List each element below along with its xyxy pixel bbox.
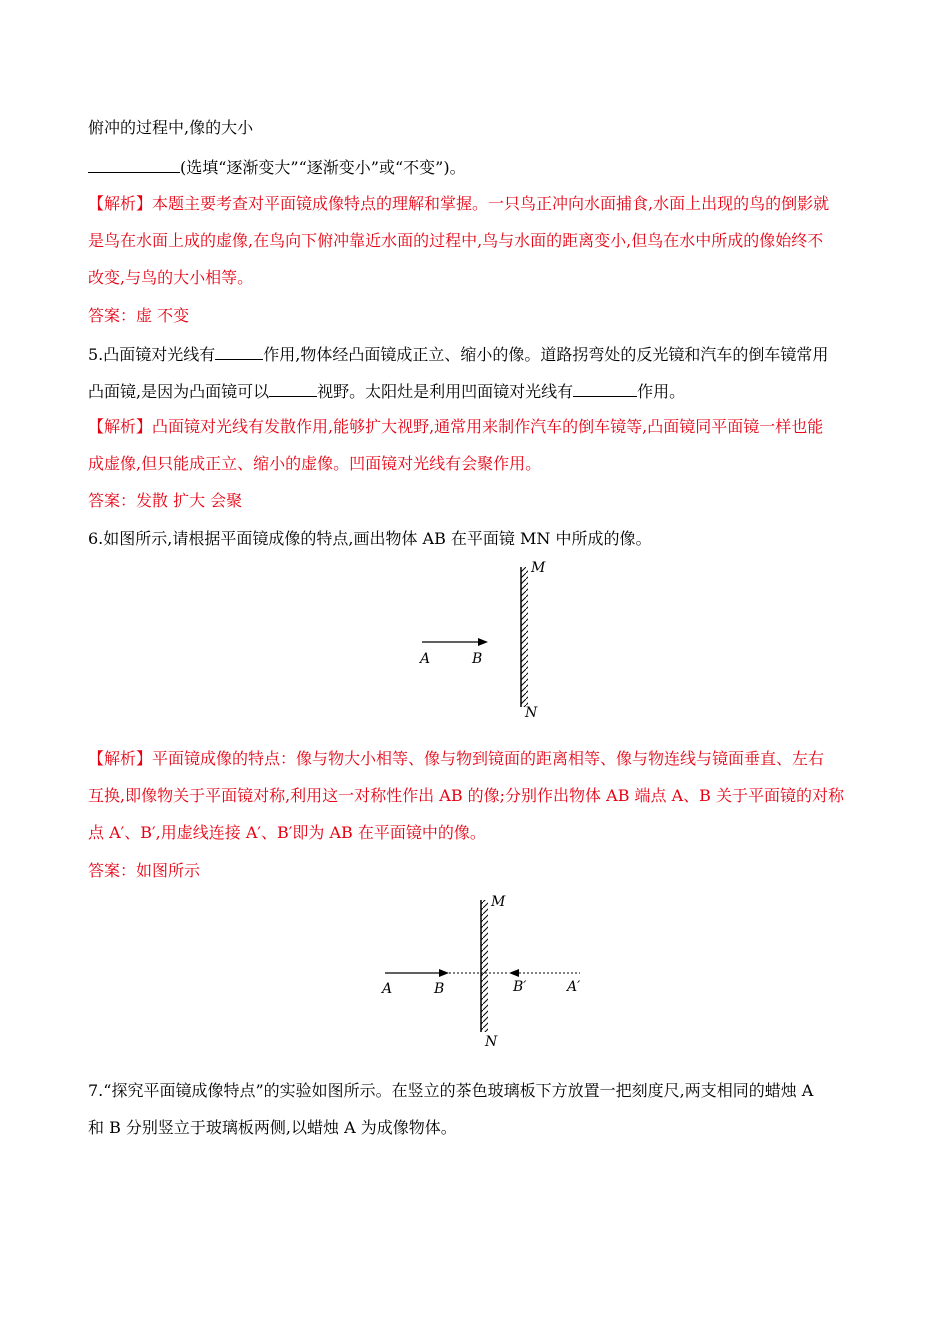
mirror-hatching xyxy=(521,567,528,707)
mirror-hatching xyxy=(481,900,488,1032)
arrowhead-icon xyxy=(478,638,488,646)
q5-text-d: 视野。太阳灶是利用凹面镜对光线有 xyxy=(317,382,574,401)
plane-mirror-figure-answer xyxy=(375,890,595,1055)
q5-text-e: 作用。 xyxy=(637,382,686,401)
answer-blank[interactable] xyxy=(88,156,180,173)
answer-blank[interactable] xyxy=(269,380,317,397)
label-m: M xyxy=(531,560,546,576)
label-a: A xyxy=(420,651,431,667)
q6-answer: 答案：如图所示 xyxy=(88,861,201,880)
q4-options-text: (选填“逐渐变大”“逐渐变小”或“不变”)。 xyxy=(180,158,466,177)
label-n: N xyxy=(485,1034,498,1050)
label-m: M xyxy=(491,894,506,910)
q6-analysis-line1: 【解析】平面镜成像的特点：像与物大小相等、像与物到镜面的距离相等、像与物连线与镜面垂直、左右 xyxy=(88,749,825,768)
q5-stem-line1 xyxy=(88,343,828,365)
q4-analysis-line3: 改变,与鸟的大小相等。 xyxy=(88,268,254,287)
label-a: A xyxy=(382,981,393,997)
q6-analysis-line2: 互换,即像物关于平面镜对称,利用这一对称性作出 AB 的像;分别作出物体 AB 端点 A、B 关于平面镜的对称 xyxy=(88,786,845,805)
q5-analysis-line2: 成虚像,但只能成正立、缩小的虚像。凹面镜对光线有会聚作用。 xyxy=(88,454,542,473)
q4-answer: 答案：虚 不变 xyxy=(88,306,190,325)
label-b: B xyxy=(472,651,483,667)
q5-analysis-line1: 【解析】凸面镜对光线有发散作用,能够扩大视野,通常用来制作汽车的倒车镜等,凸面镜同平面镜一样也能 xyxy=(88,417,824,436)
label-n: N xyxy=(525,705,538,721)
q7-stem-line1: 7.“探究平面镜成像特点”的实验如图所示。在竖立的茶色玻璃板下方放置一把刻度尺,两支相同的蜡烛 A xyxy=(88,1081,814,1100)
q4-stem-line2 xyxy=(88,156,466,178)
arrowhead-icon xyxy=(439,969,449,977)
q6-analysis-line3: 点 A′、B′,用虚线连接 A′、B′即为 AB 在平面镜中的像。 xyxy=(88,823,486,842)
label-b-prime: B′ xyxy=(513,979,527,995)
label-b: B xyxy=(434,981,445,997)
q5-answer: 答案：发散 扩大 会聚 xyxy=(88,491,243,510)
q5-stem-line2 xyxy=(88,380,685,402)
q4-analysis-line2: 是鸟在水面上成的虚像,在鸟向下俯冲靠近水面的过程中,鸟与水面的距离变小,但鸟在水中所成的像始终不 xyxy=(88,231,824,250)
plane-mirror-figure-question xyxy=(400,555,580,725)
q5-text-a: 5.凸面镜对光线有 xyxy=(88,345,216,364)
q6-stem: 6.如图所示,请根据平面镜成像的特点,画出物体 AB 在平面镜 MN 中所成的像。 xyxy=(88,529,652,548)
answer-blank[interactable] xyxy=(573,380,637,397)
q7-stem-line2: 和 B 分别竖立于玻璃板两侧,以蜡烛 A 为成像物体。 xyxy=(88,1118,457,1137)
label-a-prime: A′ xyxy=(567,979,581,995)
answer-blank[interactable] xyxy=(215,343,263,360)
q5-text-c: 凸面镜,是因为凸面镜可以 xyxy=(88,382,270,401)
arrowhead-icon xyxy=(509,969,519,977)
q5-text-b: 作用,物体经凸面镜成正立、缩小的像。道路拐弯处的反光镜和汽车的倒车镜常用 xyxy=(263,345,829,364)
q4-analysis-line1: 【解析】本题主要考查对平面镜成像特点的理解和掌握。一只鸟正冲向水面捕食,水面上出现的鸟的倒影就 xyxy=(88,194,830,213)
q4-stem-line1: 俯冲的过程中,像的大小 xyxy=(88,118,254,137)
